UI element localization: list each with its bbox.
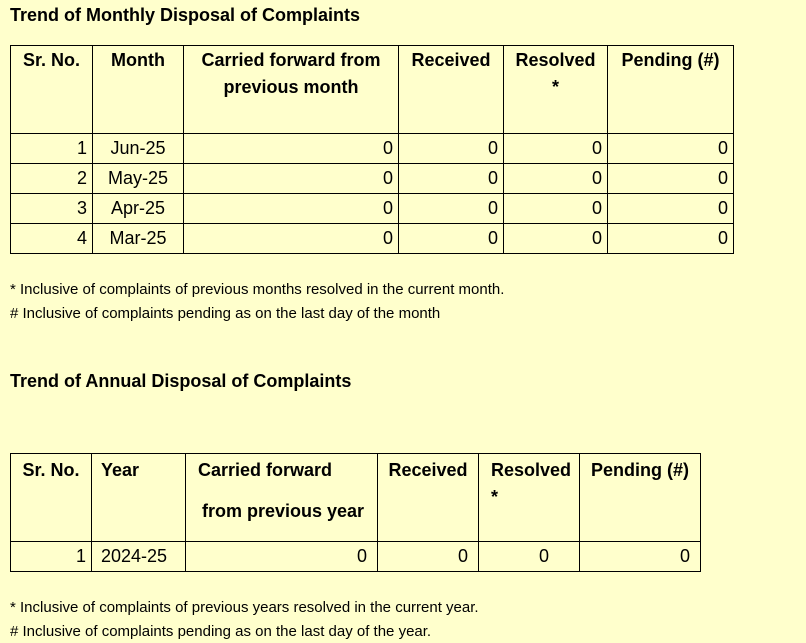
monthly-note-pending: # Inclusive of complaints pending as on the last day of the month (10, 305, 441, 322)
header-resolved (504, 46, 608, 134)
annual-title: Trend of Annual Disposal of Complaints (10, 371, 352, 391)
header-resolved-mark: * (551, 77, 559, 97)
header-carried-forward (184, 46, 399, 134)
cell-received: 0 (399, 134, 504, 164)
cell-pending: 0 (608, 134, 734, 164)
header-sr-no: Sr. No. (11, 454, 92, 542)
table-row (11, 134, 734, 164)
cell-received: 0 (399, 194, 504, 224)
cell-sr-no: 1 (11, 542, 92, 572)
cell-received: 0 (399, 164, 504, 194)
table-row (11, 194, 734, 224)
cell-received: 0 (399, 224, 504, 254)
monthly-title: Trend of Monthly Disposal of Complaints (10, 5, 361, 25)
annual-note-resolved: * Inclusive of complaints of previous years resolved in the current year. (10, 599, 479, 616)
cell-pending: 0 (608, 194, 734, 224)
cell-resolved: 0 (504, 194, 608, 224)
cell-pending: 0 (608, 164, 734, 194)
header-resolved-label: Resolved (515, 50, 596, 70)
cell-resolved: 0 (504, 164, 608, 194)
monthly-note-resolved: * Inclusive of complaints of previous months resolved in the current month. (10, 281, 505, 298)
header-pending: Pending (#) (608, 46, 734, 134)
cell-carried-forward: 0 (184, 164, 399, 194)
cell-year: 2024-25 (92, 542, 186, 572)
cell-month: May-25 (93, 164, 184, 194)
header-month: Month (93, 46, 184, 134)
cell-received: 0 (378, 542, 479, 572)
cell-pending: 0 (608, 224, 734, 254)
header-year: Year (92, 454, 186, 542)
header-carried-forward-line2: from previous year (202, 501, 365, 521)
header-resolved (479, 454, 580, 542)
cell-sr-no: 4 (11, 224, 93, 254)
header-resolved-mark: * (491, 487, 499, 507)
cell-carried-forward: 0 (184, 224, 399, 254)
header-received: Received (399, 46, 504, 134)
cell-pending: 0 (580, 542, 701, 572)
table-header-row (11, 454, 701, 542)
cell-month: Jun-25 (93, 134, 184, 164)
cell-carried-forward: 0 (186, 542, 378, 572)
table-row (11, 164, 734, 194)
header-sr-no: Sr. No. (11, 46, 93, 134)
cell-sr-no: 1 (11, 134, 93, 164)
cell-carried-forward: 0 (184, 134, 399, 164)
cell-sr-no: 2 (11, 164, 93, 194)
cell-resolved: 0 (504, 224, 608, 254)
cell-resolved: 0 (479, 542, 580, 572)
cell-month: Apr-25 (93, 194, 184, 224)
cell-resolved: 0 (504, 134, 608, 164)
header-carried-forward (186, 454, 378, 542)
monthly-disposal-table (10, 45, 734, 254)
annual-disposal-table (10, 453, 701, 572)
header-carried-forward-line2: previous month (223, 77, 359, 97)
table-row (11, 224, 734, 254)
header-carried-forward-line1: Carried forward (198, 460, 333, 480)
cell-month: Mar-25 (93, 224, 184, 254)
annual-note-pending: # Inclusive of complaints pending as on the last day of the year. (10, 623, 432, 640)
header-pending: Pending (#) (580, 454, 701, 542)
header-carried-forward-line1: Carried forward from (201, 50, 381, 70)
header-received: Received (378, 454, 479, 542)
cell-carried-forward: 0 (184, 194, 399, 224)
cell-sr-no: 3 (11, 194, 93, 224)
header-resolved-label: Resolved (491, 460, 572, 480)
table-row (11, 542, 701, 572)
table-header-row (11, 46, 734, 134)
